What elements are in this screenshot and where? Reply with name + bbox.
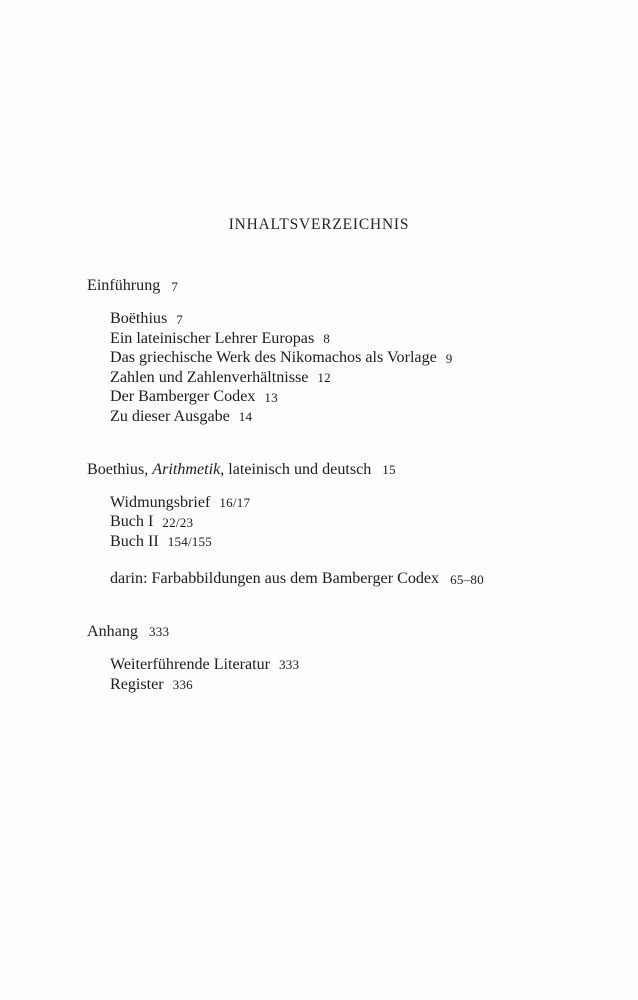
list-item[interactable] xyxy=(110,532,557,552)
toc-subentry-page: 154/155 xyxy=(167,534,213,550)
toc-subentry-label: Das griechische Werk des Nikomachos als Vorlage xyxy=(110,349,437,367)
toc-entry-label-part2: , lateinisch und deutsch xyxy=(220,460,372,478)
toc-subentry-page: 16/17 xyxy=(219,495,251,511)
list-item[interactable] xyxy=(110,309,557,329)
toc-subentry-page: 22/23 xyxy=(162,514,194,530)
toc-entry-page: 333 xyxy=(148,624,170,640)
toc-section-einfuehrung xyxy=(87,276,557,427)
toc-subentry-label: Zahlen und Zahlenverhältnisse xyxy=(110,368,309,386)
toc-subentry-list-anhang xyxy=(110,655,557,694)
toc-entry-label-italic: Arithmetik xyxy=(152,460,221,478)
list-item[interactable] xyxy=(110,348,557,368)
list-item[interactable] xyxy=(110,329,557,349)
toc-entries xyxy=(87,276,557,694)
list-item[interactable] xyxy=(110,368,557,388)
list-item[interactable] xyxy=(110,512,557,532)
toc-subentry-label: Boëthius xyxy=(110,310,168,327)
toc-section-arithmetik xyxy=(87,460,557,589)
toc-entry-page: 7 xyxy=(171,278,179,294)
toc-subentry-label: Der Bamberger Codex xyxy=(110,388,256,406)
toc-note-label: darin: Farbabbildungen aus dem Bamberger Codex xyxy=(110,570,440,588)
toc-entry-einfuehrung[interactable] xyxy=(87,276,557,296)
toc-subentry-list-arithmetik xyxy=(110,493,557,552)
toc-subentry-label: Buch II xyxy=(110,532,159,550)
toc-subentry-page: 333 xyxy=(279,657,300,673)
list-item[interactable] xyxy=(110,387,557,407)
toc-subentry-page: 14 xyxy=(238,409,253,425)
toc-subentry-page: 7 xyxy=(176,311,183,327)
toc-subentry-label: Ein lateinischer Lehrer Europas xyxy=(110,329,315,347)
toc-note-farbabbildungen[interactable] xyxy=(110,569,557,589)
toc-subentry-label: Register xyxy=(110,675,164,693)
toc-subentry-page: 13 xyxy=(264,389,278,405)
toc-entry-page: 15 xyxy=(382,462,396,478)
list-item[interactable] xyxy=(110,407,557,427)
toc-subentry-page: 8 xyxy=(323,331,330,347)
list-item[interactable] xyxy=(110,655,557,675)
toc-subentry-label: Buch I xyxy=(110,513,154,531)
toc-entry-label-part1: Boethius, xyxy=(87,460,153,478)
toc-subentry-page: 12 xyxy=(317,370,331,386)
toc-subentry-page: 336 xyxy=(172,677,193,693)
toc-subentry-label: Widmungsbrief xyxy=(110,493,211,511)
toc-section-anhang xyxy=(87,622,557,694)
toc-subentry-list-einfuehrung xyxy=(110,309,557,427)
toc-subentry-label: Zu dieser Ausgabe xyxy=(110,407,230,425)
toc-subentry-label: Weiterführende Literatur xyxy=(110,655,271,673)
toc-entry-label: Einführung xyxy=(87,277,161,294)
toc-subentry-page: 9 xyxy=(445,350,453,366)
page-title: INHALTSVERZEICHNIS xyxy=(228,216,410,233)
toc-entry-arithmetik[interactable] xyxy=(87,460,557,480)
list-item[interactable] xyxy=(110,675,557,695)
toc-entry-label: Anhang xyxy=(87,622,138,640)
toc-entry-anhang[interactable] xyxy=(87,622,557,642)
list-item[interactable] xyxy=(110,493,557,513)
toc-note-page: 65–80 xyxy=(450,571,484,587)
